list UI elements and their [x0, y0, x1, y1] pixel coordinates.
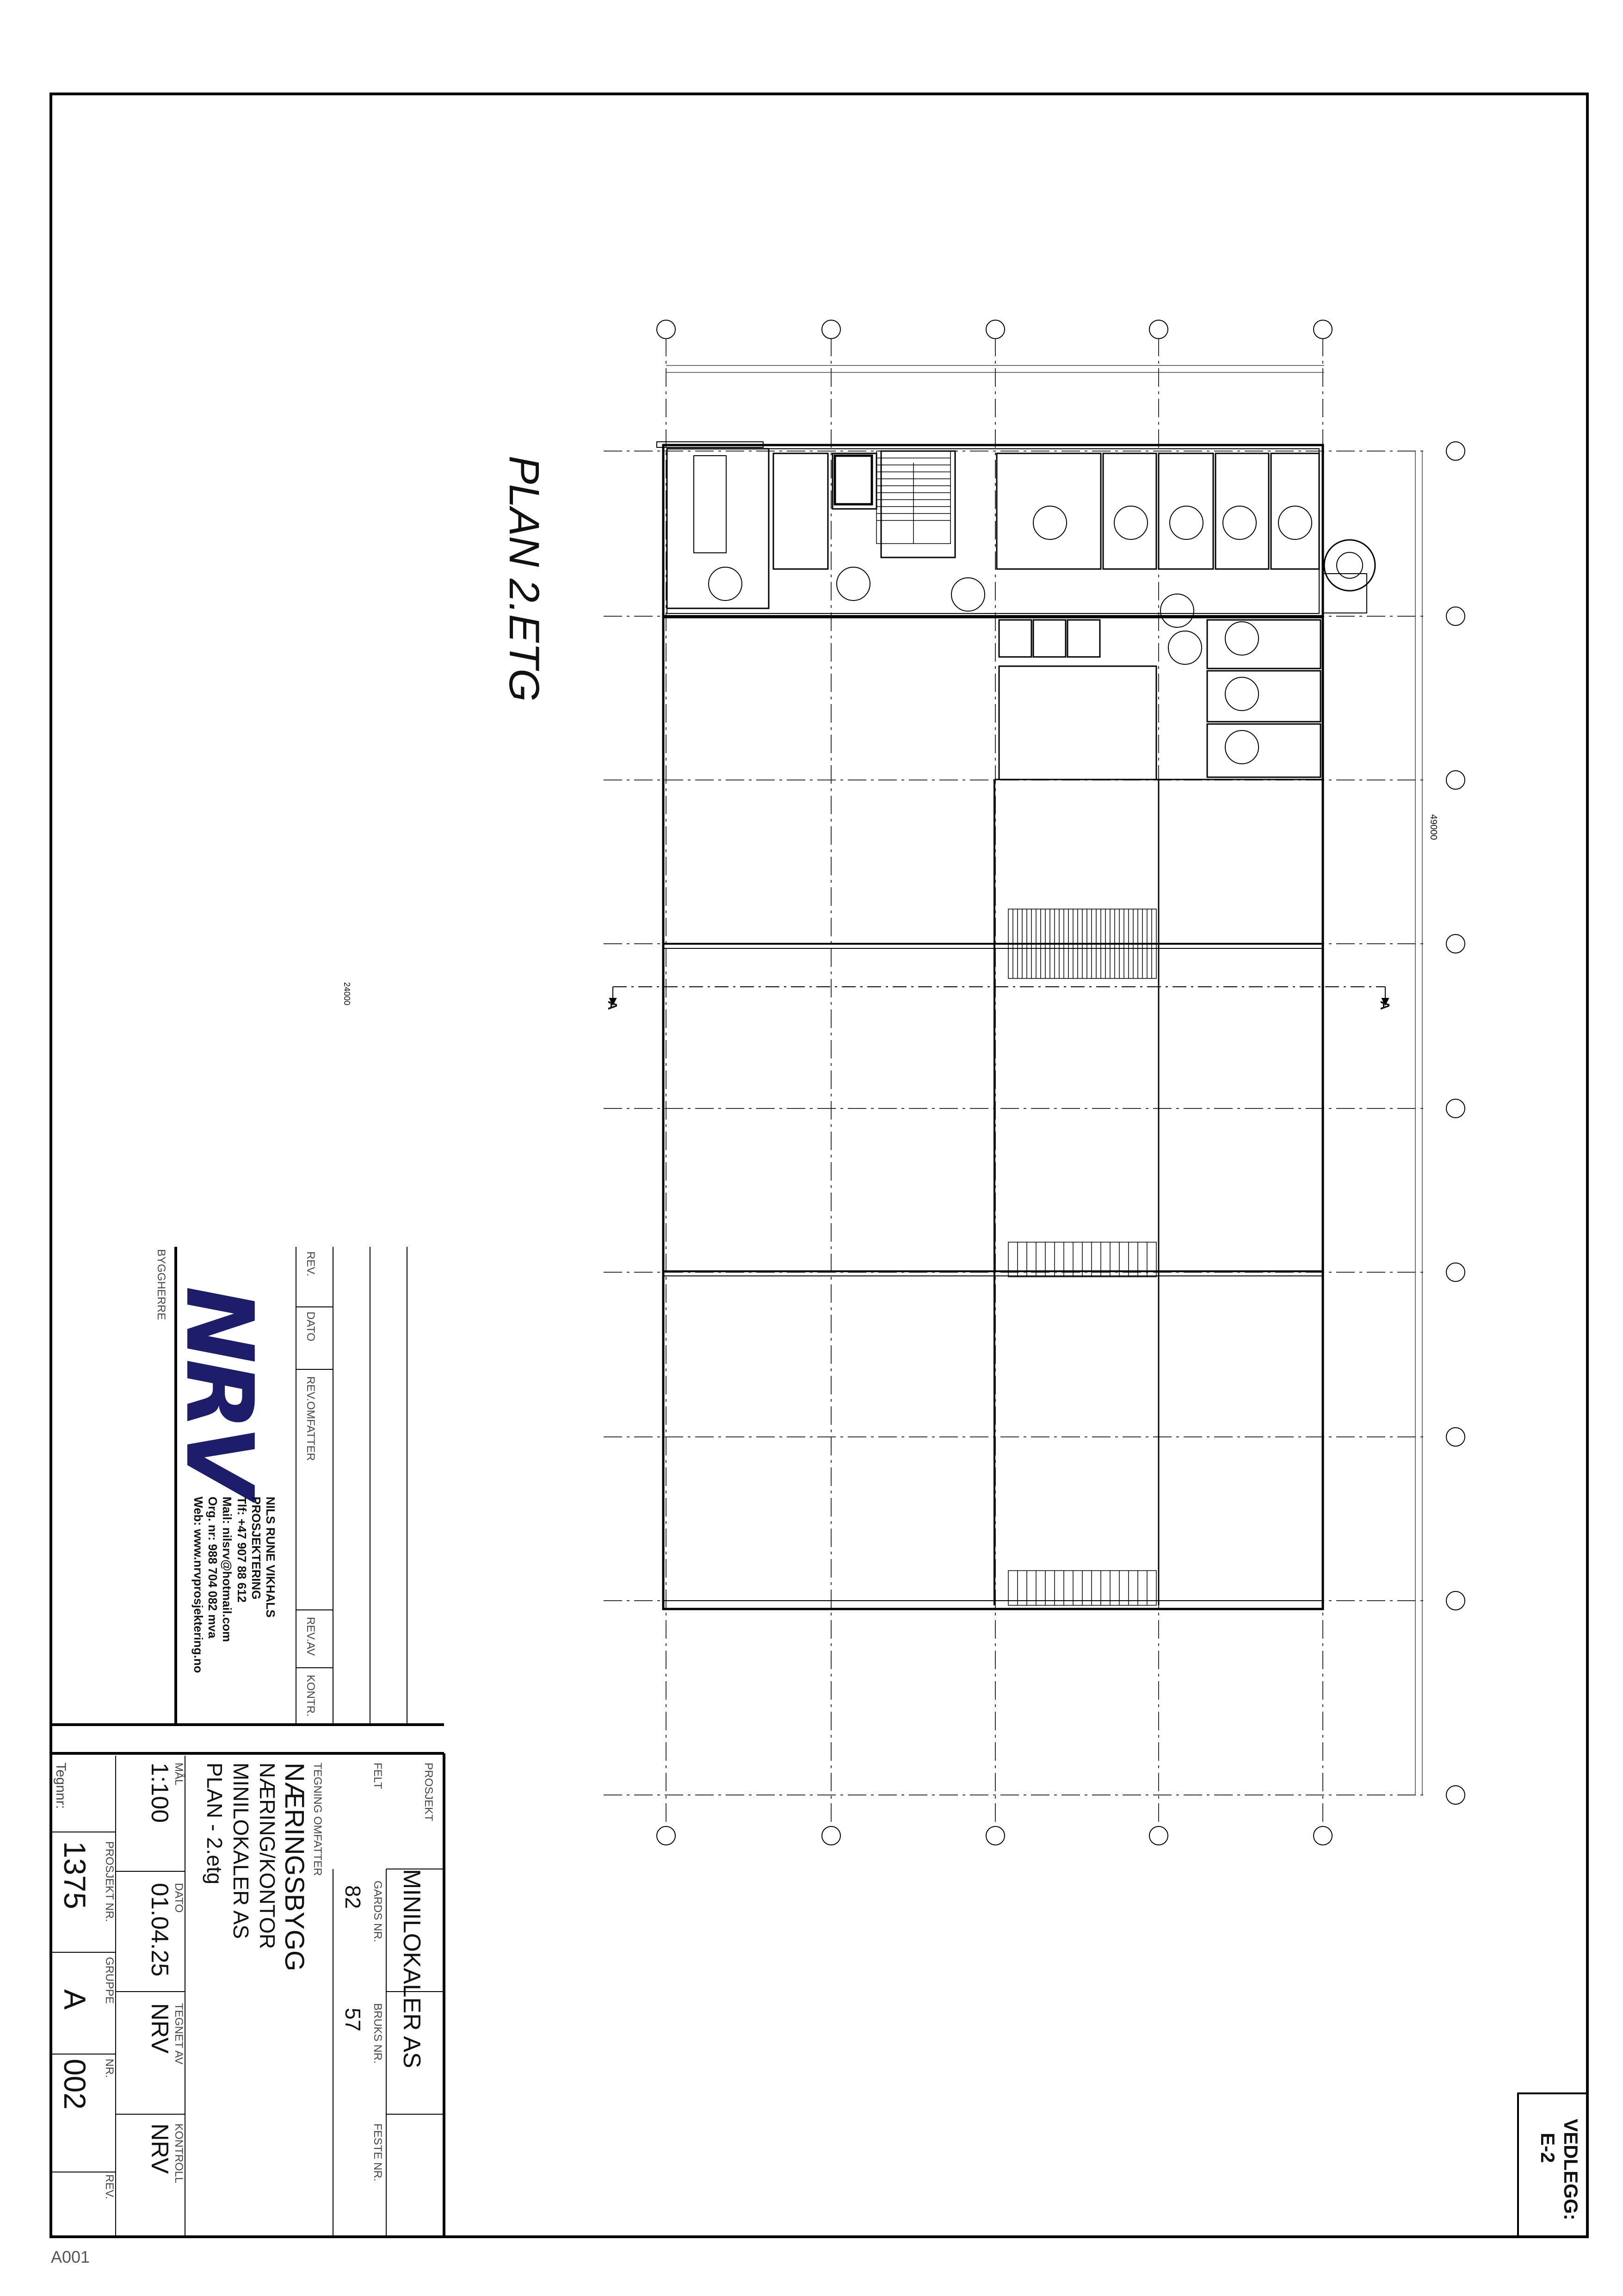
- tegning-omfatter-label: TEGNING OMFATTER: [311, 1763, 324, 1876]
- tegning-line-3: MINILOKALER AS: [229, 1763, 253, 1939]
- gards-nr-label: GARDS NR.: [371, 1881, 384, 1943]
- gruppe-value: A: [58, 1989, 92, 2010]
- dim-top-total: 24000: [342, 982, 352, 1006]
- mal-value: 1:100: [146, 1763, 173, 1823]
- dato-label: DATO: [173, 1883, 185, 1913]
- felt-label: FELT: [371, 1763, 384, 1789]
- tegning-line-2: NÆRING/KONTOR: [255, 1763, 279, 1949]
- rev-label: REV.: [103, 2174, 116, 2199]
- prosjekt-label: PROSJEKT: [422, 1763, 435, 1821]
- company-email: Mail: nilsrv@hotmail.com: [220, 1497, 235, 1642]
- mal-label: MÅL: [173, 1763, 185, 1786]
- prosjekt-nr-value: 1375: [58, 1841, 92, 1909]
- tegnnr-label: Tegnnr:: [53, 1763, 68, 1809]
- nr-value: 002: [58, 2059, 92, 2110]
- tegnet-av-label: TEGNET AV: [173, 2003, 185, 2065]
- company-web: Web: www.nrvprosjektering.no: [191, 1497, 206, 1673]
- company-subtitle: PROSJEKTERING: [249, 1497, 263, 1600]
- byggherre-label: BYGGHERRE: [155, 1249, 167, 1320]
- kontroll-value: NRV: [146, 2123, 173, 2174]
- section-mark-left: A: [605, 1001, 620, 1010]
- revision-header-rev-omfatter: REV.OMFATTER: [304, 1376, 317, 1461]
- tegnet-av-value: NRV: [146, 2003, 173, 2054]
- prosjekt-nr-label: PROSJEKT NR.: [103, 1841, 116, 1922]
- feste-nr-label: FESTE NR.: [371, 2123, 384, 2182]
- company-phone: Tlf: +47 907 88 612: [235, 1497, 249, 1603]
- bruks-nr-value: 57: [341, 2008, 365, 2032]
- gards-nr-value: 82: [341, 1885, 365, 1909]
- company-name: NILS RUNE VIKHALS: [264, 1497, 278, 1618]
- tegning-line-4: PLAN - 2.etg: [203, 1763, 227, 1885]
- plan-title: PLAN 2.ETG: [500, 456, 548, 702]
- bruks-nr-label: BRUKS NR.: [371, 2003, 384, 2064]
- vedlegg-value: E-2: [1537, 2133, 1559, 2163]
- company-logo: NRV: [165, 1286, 273, 1493]
- gruppe-label: GRUPPE: [103, 1957, 116, 2004]
- revision-header-dato: DATO: [304, 1312, 317, 1342]
- revision-header-kontr: KONTR.: [304, 1675, 317, 1717]
- revision-header-rev-av: REV.AV: [304, 1617, 317, 1656]
- company-org-nr: Org. nr: 988 704 082 mva: [206, 1497, 220, 1639]
- vedlegg-label: VEDLEGG:: [1560, 2119, 1582, 2221]
- revision-header-rev: REV.: [304, 1251, 317, 1276]
- nr-label: NR.: [103, 2059, 116, 2078]
- section-mark-right: A: [1378, 1001, 1392, 1010]
- tegning-line-1: NÆRINGSBYGG: [279, 1763, 309, 1972]
- kontroll-label: KONTROLL: [173, 2123, 185, 2184]
- sheet-id: A001: [51, 2247, 90, 2266]
- dim-right-total: 49000: [1428, 814, 1438, 840]
- dato-value: 01.04.25: [146, 1883, 173, 1977]
- prosjekt-value: MINILOKALER AS: [398, 1869, 425, 2068]
